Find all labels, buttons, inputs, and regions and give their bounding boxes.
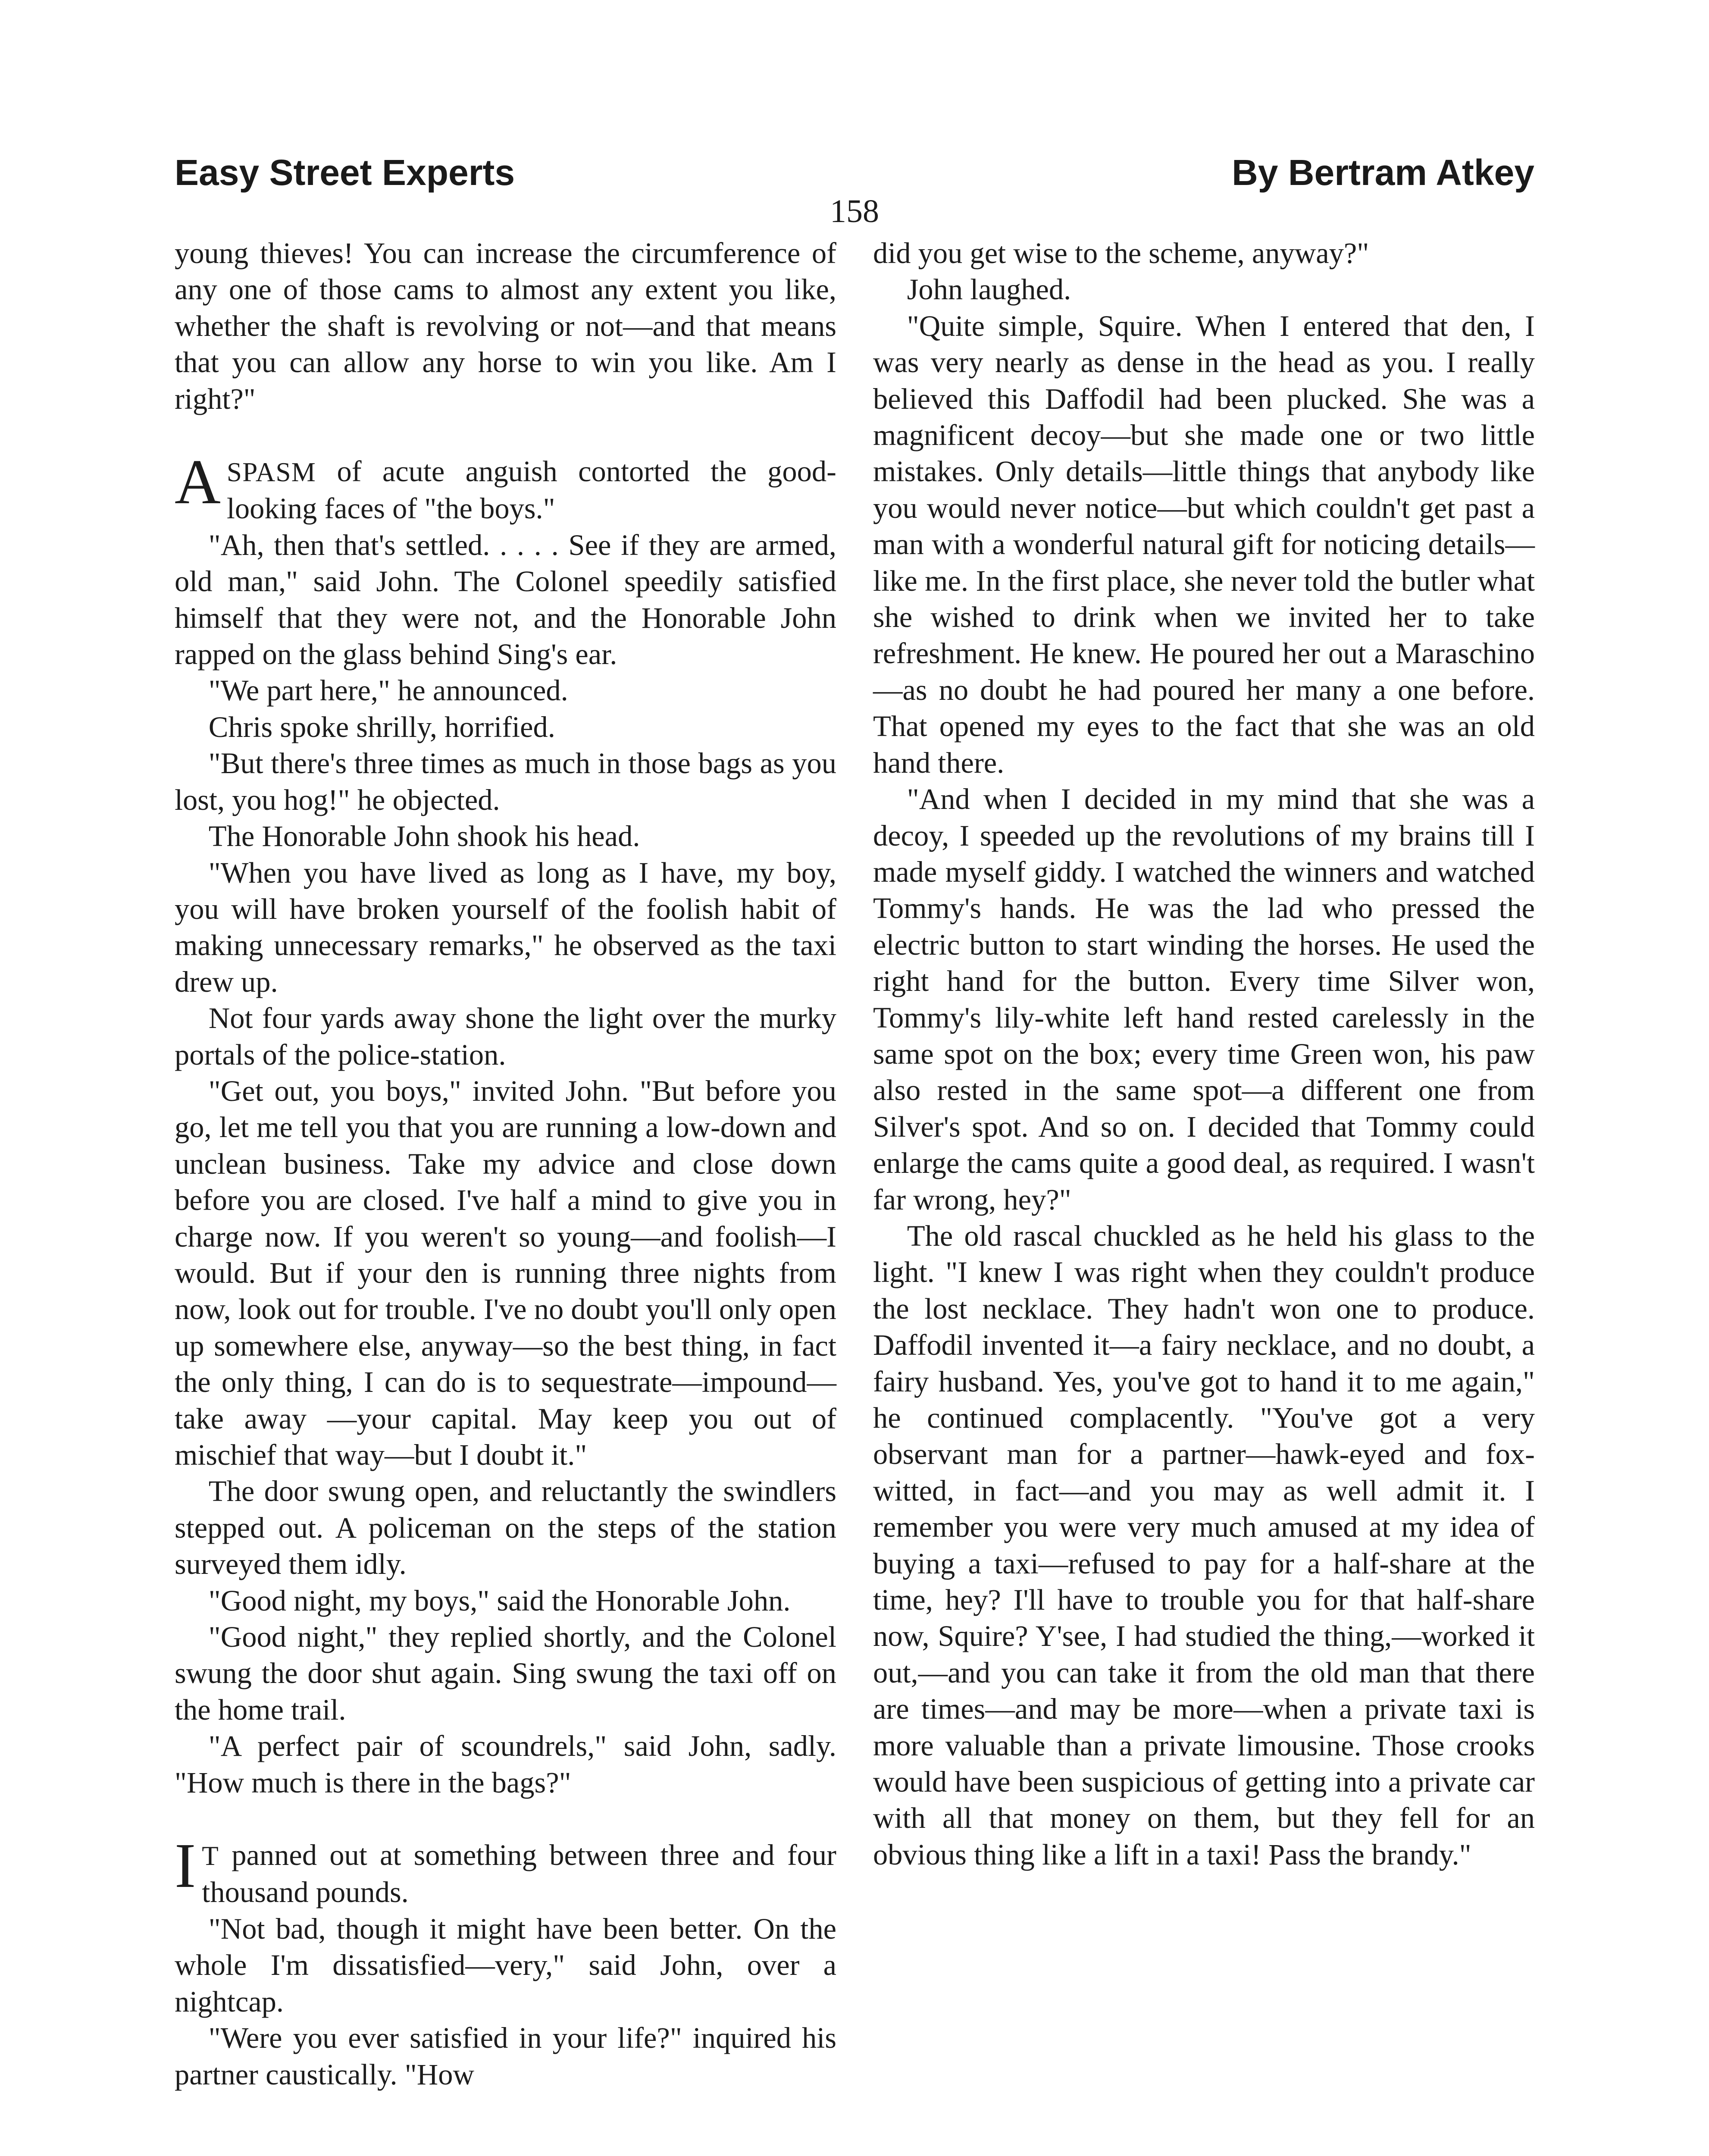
paragraph: "Were you ever satisfied in your life?" inquired his partner caustically. "How bbox=[175, 2021, 836, 2091]
page-number: 158 bbox=[830, 193, 879, 229]
paragraph: John laughed. bbox=[907, 273, 1071, 306]
small-caps-word: SPASM bbox=[226, 457, 316, 488]
paragraph: "Not bad, though it might have been better. On the whole I'm dissatisfied—very," said John, over a nightcap. bbox=[175, 1912, 836, 2018]
section-opening-paragraph bbox=[175, 1830, 836, 1911]
small-caps-word: T bbox=[202, 1841, 219, 1871]
drop-cap: A bbox=[175, 447, 221, 518]
paragraph: The Honorable John shook his head. bbox=[208, 820, 640, 853]
paragraph: "Ah, then that's settled. . . . . See if they are armed, old man," said John. The Colonel speedily satisfied himself that they were not, and the Honorable John rapped on the glass behind Sing's ear. bbox=[175, 528, 836, 671]
paragraph: did you get wise to the scheme, anyway?" bbox=[873, 237, 1369, 270]
left-column bbox=[175, 235, 836, 2093]
paragraph: "But there's three times as much in those bags as you lost, you hog!" he objected. bbox=[175, 747, 836, 816]
paragraph: The door swung open, and reluctantly the swindlers stepped out. A policeman on the steps of the station surveyed them idly. bbox=[175, 1475, 836, 1581]
paragraph: young thieves! You can increase the circumference of any one of those cams to almost any extent you like, whether the shaft is revolving or not—and that means that you can allow any horse to win you like. Am I right?" bbox=[175, 237, 836, 415]
story-title: Easy Street Experts bbox=[175, 152, 515, 193]
paragraph: Not four yards away shone the light over the murky portals of the police-station. bbox=[175, 1002, 836, 1071]
paragraph: Chris spoke shrilly, horrified. bbox=[208, 710, 555, 743]
right-column bbox=[873, 235, 1535, 1873]
paragraph-text: panned out at something between three and four thousand pounds. bbox=[202, 1839, 836, 1909]
paragraph: "Quite simple, Squire. When I entered that den, I was very nearly as dense in the head as you. I really believed this Daffodil had been plucked. She was a magnificent decoy—but she made one or two little mistakes. Only details—little things that anybody like you would never notice—but which couldn't get past a man with a wonderful natural gift for noticing details—like me. In the first place, she never told the butler what she wished to drink when we invited her to take refreshment. He knew. He poured her out a Maraschino—as no doubt he had poured her many a one before. That opened my eyes to the fact that she was an old hand there. bbox=[873, 309, 1535, 779]
paragraph: "A perfect pair of scoundrels," said John, sadly. "How much is there in the bags?" bbox=[175, 1730, 836, 1799]
paragraph: "Get out, you boys," invited John. "But before you go, let me tell you that you are running a low-down and unclean business. Take my advice and close down before you are closed. I've half a mind to give you in charge now. If you weren't so young—and foolish—I would. But if your den is running three nights from now, look out for trouble. I've no doubt you'll only open up somewhere else, anyway—so the best thing, in fact the only thing, I can do is to sequestrate—impound—take away —your capital. May keep you out of mischief that way—but I doubt it." bbox=[175, 1074, 836, 1471]
paragraph: "And when I decided in my mind that she was a decoy, I speeded up the revolutions of my brains till I made myself giddy. I watched the winners and watched Tommy's hands. He was the lad who pressed the electric button to start winding the horses. He used the right hand for the button. Every time Silver won, Tommy's lily-white left hand rested carelessly in the same spot on the box; every time Green won, his paw also rested in the same spot—a different one from Silver's spot. And so on. I decided that Tommy could enlarge the cams quite a good deal, as required. I wasn't far wrong, hey?" bbox=[873, 783, 1535, 1216]
paragraph: "Good night, my boys," said the Honorable John. bbox=[208, 1584, 791, 1617]
drop-cap: I bbox=[175, 1830, 196, 1902]
paragraph: "We part here," he announced. bbox=[208, 674, 568, 707]
paragraph: "When you have lived as long as I have, my boy, you will have broken yourself of the foolish habit of making unnecessary remarks," he observed as the taxi drew up. bbox=[175, 856, 836, 998]
paragraph: The old rascal chuckled as he held his glass to the light. "I knew I was right when they couldn't produce the lost necklace. They hadn't won one to produce. Daffodil invented it—a fairy necklace, and no doubt, a fairy husband. Yes, you've got to hand it to me again," he continued complacently. "You've got a very observant man for a partner—hawk-eyed and fox-witted, in fact—and you may as well admit it. I remember you were very much amused at my idea of buying a taxi—refused to pay for a half-share at the time, hey? I'll have to trouble you for that half-share now, Squire? Y'see, I had studied the thing,—worked it out,—and you can take it from the old man that there are times—and may be more—when a private taxi is more valuable than a private limousine. Those crooks would have been suspicious of getting into a private car with all that money on them, but they fell for an obvious thing like a lift in a taxi! Pass the brandy." bbox=[873, 1219, 1535, 1871]
paragraph-text: of acute anguish contorted the good-looking faces of "the boys." bbox=[226, 455, 836, 525]
section-opening-paragraph bbox=[175, 447, 836, 527]
paragraph: "Good night," they replied shortly, and the Colonel swung the door shut again. Sing swung the taxi off on the home trail. bbox=[175, 1620, 836, 1726]
story-author: By Bertram Atkey bbox=[1232, 152, 1534, 193]
